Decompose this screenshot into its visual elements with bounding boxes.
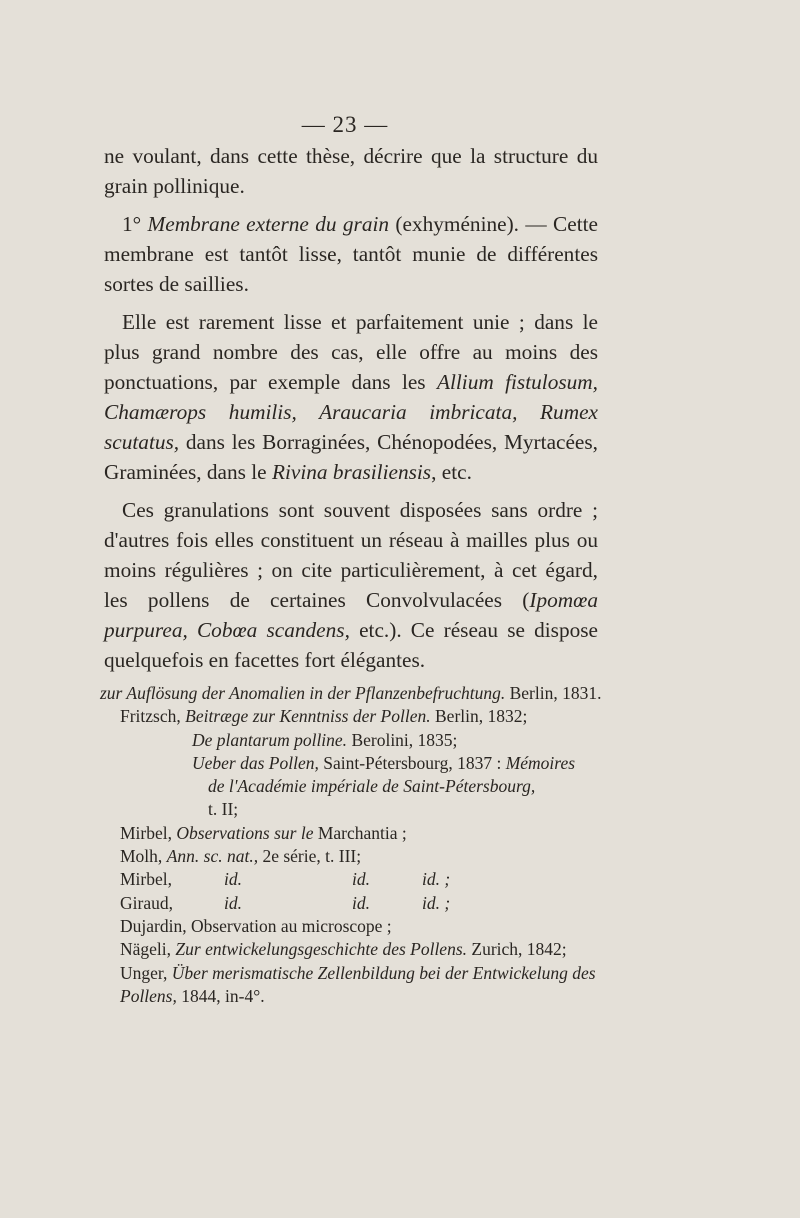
text-run: dans les Borraginées, Chénopodées, Myrtacées, Graminées, dans le [104, 430, 598, 484]
text-run: Nägeli, [120, 939, 176, 960]
text-run: Dujardin, Observation au microscope ; [120, 915, 392, 936]
footnote-fritzsch-5 [208, 798, 616, 821]
text-run: Elle est rarement lisse et parfaitement unie ; dans le plus grand nombre des cas, elle offre au moins des ponctuations, par exemple dans les [104, 310, 598, 394]
italic-text-run: Ipomœa purpurea, Cobœa scandens, [104, 588, 598, 642]
footnote-fritzsch-3 [192, 752, 616, 775]
text-run: Molh, [120, 846, 167, 867]
text-run: 2e série, t. III; [258, 846, 362, 867]
text-run: 1844, in-4°. [176, 985, 265, 1006]
footnote-fritzsch [120, 705, 616, 728]
footnote-id: id. [224, 892, 242, 913]
text-run: Berolini, 1835; [347, 729, 458, 750]
footnote-unger [120, 962, 616, 1009]
paragraph-1 [104, 141, 598, 201]
footnote-molh [120, 845, 616, 868]
italic-text-run: Rivina brasiliensis [271, 460, 432, 484]
footnote-author: Giraud, [120, 892, 173, 913]
italic-text-run: De plantarum polline. [192, 729, 348, 750]
italic-text-run: de l'Académie impériale de Saint-Pétersbourg, [208, 776, 536, 797]
paragraph-4 [104, 495, 598, 675]
footnote-mirbel [120, 822, 616, 845]
text-run: , etc. [431, 460, 472, 484]
text-run: Saint-Pétersbourg, 1837 : [318, 752, 506, 773]
text-run: 1° [122, 212, 148, 236]
text-run: Marchantia ; [313, 822, 407, 843]
italic-text-run: Mémoires [505, 752, 576, 773]
text-run: Unger, [120, 962, 172, 983]
footnote-line [100, 682, 616, 705]
footnote-dujardin [120, 915, 616, 938]
footnote-id: id. ; [422, 892, 451, 913]
italic-text-run: Zur entwickelungsgeschichte des Pollens. [175, 939, 468, 960]
text-run: Fritzsch, [120, 706, 186, 727]
text-run: t. II; [208, 799, 239, 820]
footnote-id: id. [224, 869, 242, 890]
footnote-fritzsch-2 [192, 729, 616, 752]
footnote-id: id. [352, 869, 370, 890]
footnote-nageli [120, 938, 616, 961]
italic-text-run: Beitræge zur Kenntniss der Pollen. [185, 706, 431, 727]
italic-text-run: Ueber das Pollen, [192, 752, 319, 773]
italic-text-run: Allium fistulosum, Chamærops humilis, Araucaria imbricata, Rumex scutatus, [104, 370, 598, 454]
text-run: Mirbel, [120, 822, 177, 843]
italic-text-run: Ann. sc. nat., [166, 846, 259, 867]
italic-text-run: Über merismatische Zellenbildung bei der Entwickelung des Pollens, [120, 962, 596, 1006]
text-run: (exhyménine). — Cette membrane est tantôt lisse, tantôt munie de différentes sortes de saillies. [104, 212, 598, 296]
italic-text-run: Observations sur le [176, 822, 314, 843]
footnote-author: Mirbel, [120, 869, 173, 890]
text-run: Ces granulations sont souvent disposées sans ordre ; d'autres fois elles constituent un réseau à mailles plus ou moins régulières ; on cite particulièrement, à cet égard, les pollens de certaines Convolvulacées ( [104, 498, 598, 612]
footnote-mirbel-id [120, 868, 616, 891]
text-run: ne voulant, dans cette thèse, décrire que la structure du grain pollinique. [104, 144, 598, 198]
text-run: Berlin, 1832; [430, 706, 528, 727]
text-run: Berlin, 1831. [505, 683, 602, 703]
text-run: etc.). Ce réseau se dispose quelquefois en facettes fort élégantes. [104, 618, 598, 672]
footnote-giraud [120, 892, 616, 915]
footnote-id: id. [352, 892, 370, 913]
footnotes [100, 682, 616, 1008]
footnote-id: id. ; [422, 869, 451, 890]
footnote-fritzsch-4 [208, 775, 616, 798]
paragraph-3 [104, 307, 598, 487]
paragraph-2 [104, 209, 598, 299]
body-text [104, 141, 598, 683]
italic-text-run: zur Auflösung der Anomalien in der Pflanzenbefruchtung. [100, 683, 506, 703]
italic-text-run: Membrane externe du grain [147, 212, 390, 236]
text-run: Zurich, 1842; [467, 939, 567, 960]
page-number: — 23 — [301, 112, 389, 137]
